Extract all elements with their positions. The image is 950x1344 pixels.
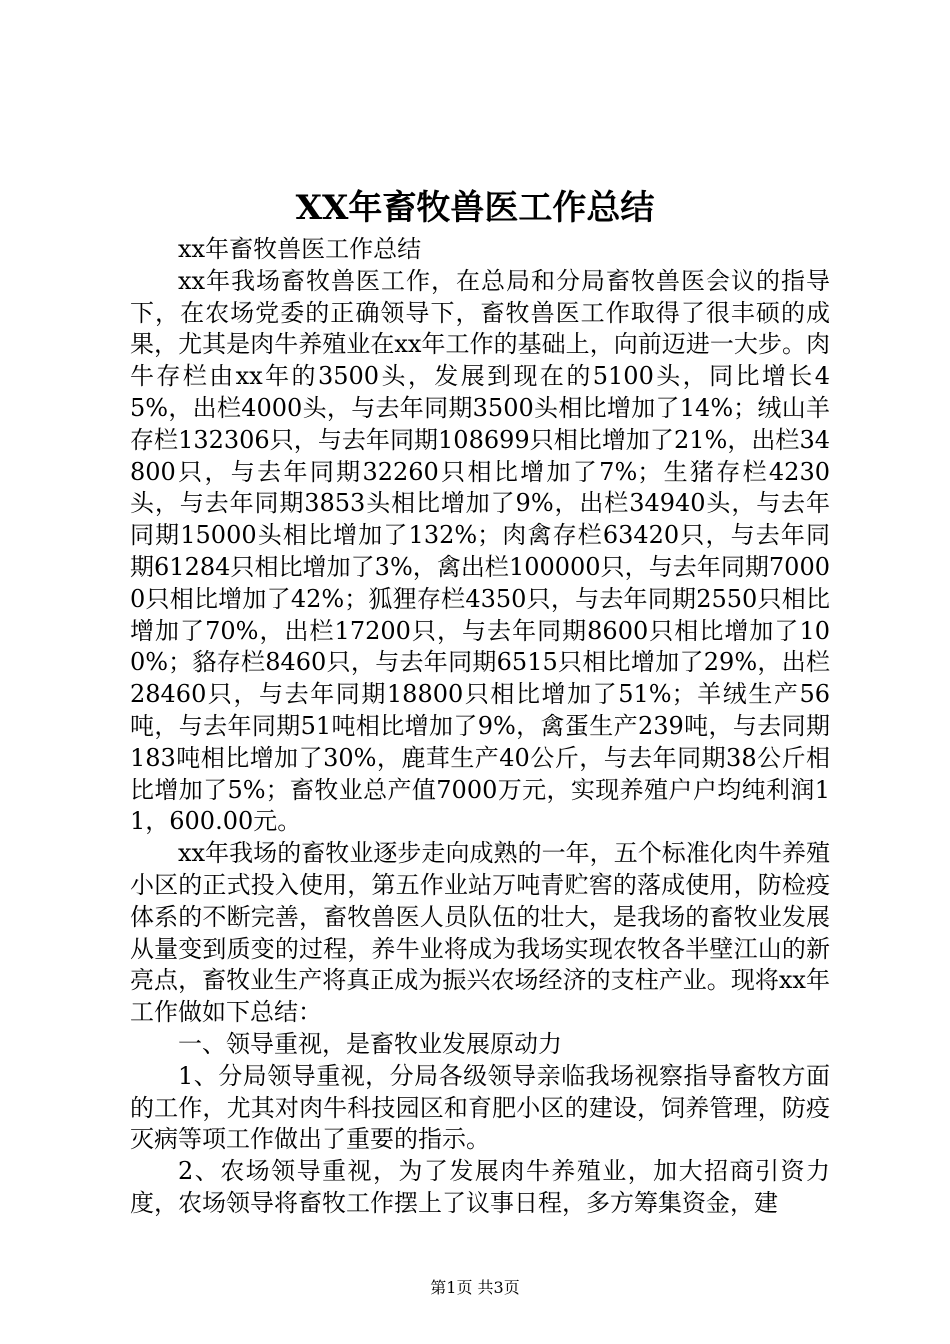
paragraph-overview: xx年我场的畜牧业逐步走向成熟的一年，五个标准化肉牛养殖小区的正式投入使用，第五作业站万吨青贮窖的落成使用，防检疫体系的不断完善，畜牧兽医人员队伍的壮大，是我场的畜牧业发展从量变到质变的过程，养牛业将成为我场实现农牧各半壁江山的新亮点，畜牧业生产将真正成为振兴农场经济的支柱产业。现将xx年工作做如下总结： [130, 839, 830, 1027]
section-heading-1: 一、领导重视，是畜牧业发展原动力 [178, 1029, 562, 1058]
paragraph-item-1: 1、分局领导重视，分局各级领导亲临我场视察指导畜牧方面的工作，尤其对肉牛科技园区和育肥小区的建设，饲养管理，防疫灭病等项工作做出了重要的指示。 [130, 1061, 830, 1154]
paragraph-statistics: xx年我场畜牧兽医工作，在总局和分局畜牧兽医会议的指导下，在农场党委的正确领导下，畜牧兽医工作取得了很丰硕的成果，尤其是肉牛养殖业在xx年工作的基础上，向前迈进一大步。肉牛存栏由xx年的3500头，发展到现在的5100头，同比增长45%，出栏4000头，与去年同期3500头相比增加了14%；绒山羊存栏132306只，与去年同期108699只相比增加了21%，出栏34800只，与去年同期32260只相比增加了7%；生猪存栏4230头，与去年同期3853头相比增加了9%，出栏34940头，与去年同期15000头相比增加了132%；肉禽存栏63420只，与去年同期61284只相比增加了3%，禽出栏100000只，与去年同期70000只相比增加了42%；狐狸存栏4350只，与去年同期2550只相比增加了70%，出栏17200只，与去年同期8600只相比增加了100%；貉存栏8460只，与去年同期6515只相比增加了29%，出栏28460只，与去年同期18800只相比增加了51%；羊绒生产56吨，与去年同期51吨相比增加了9%，禽蛋生产239吨，与去同期183吨相比增加了30%，鹿茸生产40公斤，与去年同期38公斤相比增加了5%；畜牧业总产值7000万元，实现养殖户户均纯利润11，600.00元。 [130, 266, 830, 836]
document-body [130, 234, 830, 1220]
page-number-footer: 第1页 共3页 [430, 1278, 520, 1297]
document-title: XX年畜牧兽医工作总结 [295, 188, 655, 228]
paragraph-subtitle: xx年畜牧兽医工作总结 [178, 235, 422, 263]
paragraph-item-2: 2、农场领导重视，为了发展肉牛养殖业，加大招商引资力度，农场领导将畜牧工作摆上了议事日程，多方筹集资金，建 [130, 1157, 830, 1217]
